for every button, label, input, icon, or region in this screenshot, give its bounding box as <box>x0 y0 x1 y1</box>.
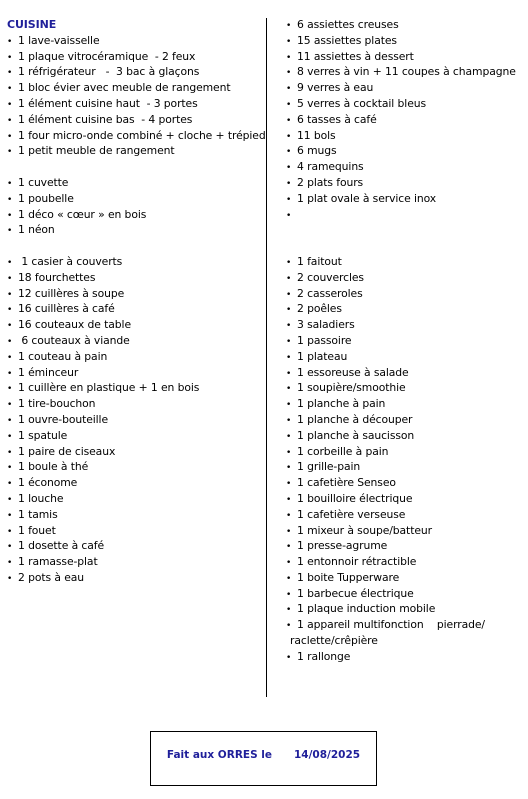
list-item <box>286 128 526 144</box>
bullet-icon: • <box>7 542 13 553</box>
list-item-text: 6 assiettes creuses <box>297 18 399 31</box>
list-item-text: 1 éminceur <box>18 365 79 379</box>
bullet-icon: • <box>286 352 292 363</box>
list-item-continuation: raclette/crêpière <box>290 634 378 648</box>
left-list-misc <box>7 175 267 238</box>
list-item <box>7 459 267 475</box>
list-item-text: 1 déco « cœur » en bois <box>18 207 147 221</box>
bullet-icon: • <box>7 336 13 347</box>
list-item <box>7 64 267 80</box>
bullet-icon: • <box>7 289 13 300</box>
list-item-text: 9 verres à eau <box>297 81 374 95</box>
list-item <box>7 49 267 65</box>
list-item-text: 2 couvercles <box>297 270 364 284</box>
spacer <box>286 222 526 238</box>
bullet-icon: • <box>286 368 292 379</box>
list-item <box>286 601 526 617</box>
list-item <box>286 270 526 286</box>
list-item <box>286 317 526 333</box>
list-item-text: 1 cafetière Senseo <box>297 476 396 490</box>
right-column <box>286 17 526 665</box>
bullet-icon: • <box>7 68 13 79</box>
list-item-text: 1 couteau à pain <box>18 349 108 363</box>
bullet-icon: • <box>7 415 13 426</box>
list-item-text: 16 couteaux de table <box>18 318 131 332</box>
list-item <box>286 617 526 633</box>
bullet-icon: • <box>286 573 292 584</box>
bullet-icon: • <box>286 542 292 553</box>
list-item <box>286 459 526 475</box>
list-item-text: 1 tamis <box>18 507 58 521</box>
bullet-icon: • <box>286 84 292 95</box>
list-item-text: 1 réfrigérateur - 3 bac à glaçons <box>18 65 200 79</box>
list-item <box>7 538 267 554</box>
list-item <box>286 649 526 665</box>
bullet-icon: • <box>7 131 13 142</box>
bullet-icon: • <box>7 194 13 205</box>
list-item-text: 1 essoreuse à salade <box>297 365 409 379</box>
list-item <box>7 270 267 286</box>
list-item-text: 15 assiettes plates <box>297 33 397 47</box>
bullet-icon: • <box>7 321 13 332</box>
list-item <box>7 428 267 444</box>
list-item <box>286 475 526 491</box>
list-item-text: 1 faitout <box>297 254 342 268</box>
bullet-icon: • <box>286 526 292 537</box>
list-item <box>7 349 267 365</box>
list-item <box>7 396 267 412</box>
bullet-icon: • <box>7 463 13 474</box>
list-item-text: 1 cuillère en plastique + 1 en bois <box>18 381 200 395</box>
bullet-icon: • <box>286 257 292 268</box>
list-item <box>7 333 267 349</box>
bullet-icon: • <box>7 368 13 379</box>
bullet-icon: • <box>7 226 13 237</box>
bullet-icon: • <box>7 84 13 95</box>
list-item-text: 1 presse-agrume <box>297 539 388 553</box>
bullet-icon: • <box>286 99 292 110</box>
list-item <box>286 80 526 96</box>
bullet-icon: • <box>286 131 292 142</box>
bullet-icon: • <box>7 147 13 158</box>
list-item <box>7 96 267 112</box>
list-item-text: 1 casier à couverts <box>18 254 123 268</box>
list-item-text: 1 bouilloire électrique <box>297 491 413 505</box>
list-item-text: 8 verres à vin + 11 coupes à champagne <box>297 65 516 79</box>
list-item <box>286 349 526 365</box>
bullet-icon: • <box>286 336 292 347</box>
bullet-icon: • <box>286 463 292 474</box>
bullet-icon: • <box>7 257 13 268</box>
list-item-text: 1 corbeille à pain <box>297 444 389 458</box>
list-item <box>286 286 526 302</box>
list-item-text: 1 paire de ciseaux <box>18 444 116 458</box>
list-item <box>7 444 267 460</box>
list-item-text: 1 tire-bouchon <box>18 397 96 411</box>
list-item-text: 1 économe <box>18 476 78 490</box>
list-item-text: 5 verres à cocktail bleus <box>297 96 427 110</box>
bullet-icon: • <box>286 115 292 126</box>
list-item <box>286 301 526 317</box>
bullet-icon: • <box>286 621 292 632</box>
list-item-text: 12 cuillères à soupe <box>18 286 125 300</box>
list-item <box>7 254 267 270</box>
list-item-text: 1 planche à découper <box>297 412 413 426</box>
list-item <box>286 159 526 175</box>
list-item <box>286 380 526 396</box>
list-item <box>7 143 267 159</box>
list-item <box>7 317 267 333</box>
list-item-text: 1 grille-pain <box>297 460 361 474</box>
list-item-text: 1 spatule <box>18 428 68 442</box>
bullet-icon: • <box>7 510 13 521</box>
list-item <box>286 586 526 602</box>
bullet-icon: • <box>7 558 13 569</box>
list-item-text: 1 plaque induction mobile <box>297 602 436 616</box>
bullet-icon: • <box>7 99 13 110</box>
bullet-icon: • <box>286 415 292 426</box>
list-item <box>7 475 267 491</box>
bullet-icon: • <box>7 431 13 442</box>
left-column <box>7 17 267 586</box>
bullet-icon: • <box>7 52 13 63</box>
bullet-icon: • <box>286 147 292 158</box>
list-item <box>286 507 526 523</box>
left-list-utensils <box>7 254 267 586</box>
list-item <box>286 412 526 428</box>
bullet-icon: • <box>286 305 292 316</box>
list-item-text: 11 bols <box>297 128 336 142</box>
list-item <box>7 554 267 570</box>
list-item-text: 1 dosette à café <box>18 539 105 553</box>
bullet-icon: • <box>7 384 13 395</box>
bullet-icon: • <box>286 384 292 395</box>
list-item-text: 1 poubelle <box>18 191 74 205</box>
list-item <box>286 254 526 270</box>
bullet-icon: • <box>7 352 13 363</box>
list-item-text: 1 ramasse-plat <box>18 555 98 569</box>
footer-box <box>150 731 377 786</box>
list-item <box>286 365 526 381</box>
list-item <box>286 554 526 570</box>
bullet-icon: • <box>286 273 292 284</box>
bullet-icon: • <box>7 36 13 47</box>
right-list-tail <box>286 649 526 665</box>
bullet-icon: • <box>7 447 13 458</box>
list-item <box>286 175 526 191</box>
bullet-icon: • <box>286 431 292 442</box>
list-item-text: 18 fourchettes <box>18 270 96 284</box>
list-item <box>286 444 526 460</box>
list-item-text: 1 four micro-onde combiné + cloche + trépied <box>18 128 266 142</box>
bullet-icon: • <box>7 526 13 537</box>
bullet-icon: • <box>286 289 292 300</box>
bullet-icon: • <box>286 163 292 174</box>
list-item-text: 1 plaque vitrocéramique - 2 feux <box>18 49 196 63</box>
bullet-icon: • <box>286 510 292 521</box>
list-item <box>7 128 267 144</box>
list-item-text: 1 mixeur à soupe/batteur <box>297 523 432 537</box>
list-item-text: 6 couteaux à viande <box>18 333 130 347</box>
list-item <box>286 191 526 207</box>
bullet-icon: • <box>286 68 292 79</box>
spacer <box>286 238 526 254</box>
bullet-icon: • <box>286 558 292 569</box>
list-item <box>286 523 526 539</box>
bullet-icon: • <box>286 52 292 63</box>
list-item <box>286 396 526 412</box>
list-item-text: 2 casseroles <box>297 286 363 300</box>
list-item <box>7 207 267 223</box>
list-item <box>7 507 267 523</box>
list-item-text: 1 plat ovale à service inox <box>297 191 437 205</box>
list-item-text: 1 entonnoir rétractible <box>297 555 417 569</box>
list-item-text: 1 appareil multifonction pierrade/ <box>297 618 485 632</box>
list-item-text: 1 planche à pain <box>297 397 386 411</box>
list-item <box>7 222 267 238</box>
list-item <box>286 428 526 444</box>
right-list-cookware <box>286 254 526 633</box>
spacer <box>7 238 267 254</box>
bullet-icon: • <box>286 494 292 505</box>
left-list-appliances <box>7 33 267 159</box>
list-item <box>7 175 267 191</box>
list-item <box>7 412 267 428</box>
list-item-text: 1 cuvette <box>18 175 69 189</box>
bullet-icon: • <box>286 479 292 490</box>
list-item <box>286 538 526 554</box>
bullet-icon: • <box>286 321 292 332</box>
list-item <box>7 301 267 317</box>
list-item <box>7 380 267 396</box>
list-item <box>286 333 526 349</box>
list-item-text: 2 plats fours <box>297 175 364 189</box>
list-item <box>7 365 267 381</box>
list-item <box>7 80 267 96</box>
list-item-text: 2 pots à eau <box>18 570 85 584</box>
bullet-icon: • <box>7 494 13 505</box>
bullet-icon: • <box>7 479 13 490</box>
bullet-icon: • <box>7 178 13 189</box>
list-item-text: 1 lave-vaisselle <box>18 33 100 47</box>
list-item-text: 11 assiettes à dessert <box>297 49 414 63</box>
list-item-text: 1 élément cuisine haut - 3 portes <box>18 96 198 110</box>
bullet-icon: • <box>286 400 292 411</box>
list-item-text: 1 néon <box>18 223 55 237</box>
list-item <box>286 491 526 507</box>
list-item <box>7 491 267 507</box>
list-item <box>7 33 267 49</box>
bullet-icon: • <box>7 115 13 126</box>
list-item-text: 6 tasses à café <box>297 112 377 126</box>
list-item-text: 1 plateau <box>297 349 348 363</box>
bullet-icon: • <box>7 210 13 221</box>
list-item <box>286 143 526 159</box>
list-item-text: 1 passoire <box>297 333 352 347</box>
list-item-text: 1 barbecue électrique <box>297 586 414 600</box>
list-item <box>7 570 267 586</box>
bullet-icon: • <box>286 447 292 458</box>
list-item <box>286 112 526 128</box>
bullet-icon: • <box>7 273 13 284</box>
bullet-icon: • <box>286 21 292 31</box>
right-list-tableware <box>286 17 526 222</box>
list-item <box>286 49 526 65</box>
list-item-text: 1 soupière/smoothie <box>297 381 406 395</box>
list-item-text: 1 cafetière verseuse <box>297 507 406 521</box>
spacer <box>7 159 267 175</box>
bullet-icon: • <box>286 652 292 663</box>
list-item <box>286 207 526 223</box>
list-item <box>7 191 267 207</box>
list-item-text: 1 boule à thé <box>18 460 89 474</box>
bullet-icon: • <box>7 305 13 316</box>
bullet-icon: • <box>286 36 292 47</box>
list-item-text: 1 fouet <box>18 523 56 537</box>
list-item-text: 4 ramequins <box>297 160 364 174</box>
bullet-icon: • <box>286 589 292 600</box>
list-item-text: 1 ouvre-bouteille <box>18 412 108 426</box>
bullet-icon: • <box>286 210 292 221</box>
list-item-text: 6 mugs <box>297 144 337 158</box>
list-item <box>7 523 267 539</box>
footer-signature-line: Fait aux ORRES le 14/08/2025 <box>166 749 361 761</box>
list-item <box>286 33 526 49</box>
bullet-icon: • <box>286 605 292 616</box>
list-item-text: 1 planche à saucisson <box>297 428 415 442</box>
list-item-text: 3 saladiers <box>297 318 355 332</box>
column-divider <box>266 18 267 697</box>
section-title: CUISINE <box>7 18 57 31</box>
list-item <box>286 570 526 586</box>
list-item-text: 1 petit meuble de rangement <box>18 144 175 158</box>
bullet-icon: • <box>7 573 13 584</box>
list-item-text: 1 rallonge <box>297 649 351 663</box>
list-item <box>286 96 526 112</box>
list-item-text: 1 boite Tupperware <box>297 570 400 584</box>
list-item-text: 1 élément cuisine bas - 4 portes <box>18 112 193 126</box>
list-item-text: 2 poêles <box>297 302 342 316</box>
bullet-icon: • <box>286 178 292 189</box>
list-item <box>7 286 267 302</box>
list-item-text: 1 bloc évier avec meuble de rangement <box>18 81 231 95</box>
list-item <box>286 64 526 80</box>
bullet-icon: • <box>286 194 292 205</box>
list-item <box>286 17 526 33</box>
list-item <box>7 112 267 128</box>
list-item-text: 1 louche <box>18 491 64 505</box>
bullet-icon: • <box>7 400 13 411</box>
list-item-text: 16 cuillères à café <box>18 302 115 316</box>
